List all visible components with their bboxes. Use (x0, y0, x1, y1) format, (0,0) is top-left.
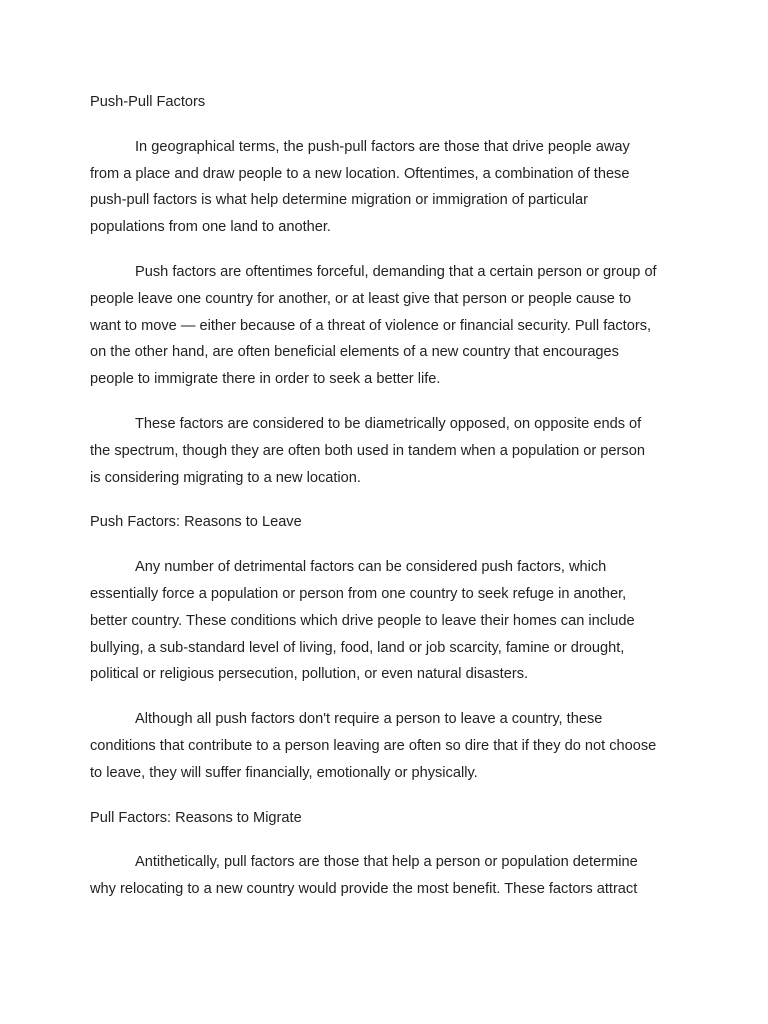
text-line: people leave one country for another, or at least give that person or people cause to (90, 290, 632, 307)
text-line: essentially force a population or person from one country to seek refuge in another, (90, 585, 627, 602)
text-line: want to move — either because of a threat of violence or financial security. Pull factors, (90, 317, 652, 334)
text-line: on the other hand, are often beneficial elements of a new country that encourages (90, 344, 619, 361)
text-line: people to immigrate there in order to seek a better life. (90, 371, 441, 388)
text-line: populations from one land to another. (90, 219, 331, 236)
paragraph-intro-2 (90, 259, 690, 393)
section-heading-pull: Pull Factors: Reasons to Migrate (90, 809, 302, 826)
paragraph-intro-3 (90, 411, 690, 491)
text-line: conditions that contribute to a person leaving are often so dire that if they do not choose (90, 737, 657, 754)
text-line: In geographical terms, the push-pull factors are those that drive people away (135, 138, 630, 155)
document-title: Push-Pull Factors (90, 94, 206, 110)
text-line: push-pull factors is what help determine migration or immigration of particular (90, 192, 589, 209)
paragraph-pull-1 (90, 849, 690, 903)
paragraph-push-1 (90, 554, 690, 688)
text-line: Although all push factors don't require a person to leave a country, these (135, 711, 603, 728)
document-body (90, 89, 690, 921)
section-heading-push: Push Factors: Reasons to Leave (90, 514, 302, 531)
text-line: political or religious persecution, pollution, or even natural disasters. (90, 666, 529, 683)
text-line: to leave, they will suffer financially, emotionally or physically. (90, 764, 478, 781)
text-line: is considering migrating to a new location. (90, 469, 361, 486)
text-line: better country. These conditions which drive people to leave their homes can include (90, 612, 635, 629)
text-line: bullying, a sub-standard level of living, food, land or job scarcity, famine or drought, (90, 639, 625, 656)
paragraph-push-2 (90, 706, 690, 786)
text-line: These factors are considered to be diametrically opposed, on opposite ends of (135, 415, 642, 432)
text-line: from a place and draw people to a new location. Oftentimes, a combination of these (90, 165, 630, 182)
paragraph-intro-1 (90, 134, 690, 241)
text-line: Antithetically, pull factors are those that help a person or population determine (135, 854, 638, 871)
text-line: Push factors are oftentimes forceful, demanding that a certain person or group of (135, 263, 657, 280)
text-line: Any number of detrimental factors can be considered push factors, which (135, 559, 607, 576)
text-line: why relocating to a new country would provide the most benefit. These factors attract (90, 881, 638, 898)
text-line: the spectrum, though they are often both used in tandem when a population or person (90, 442, 645, 459)
